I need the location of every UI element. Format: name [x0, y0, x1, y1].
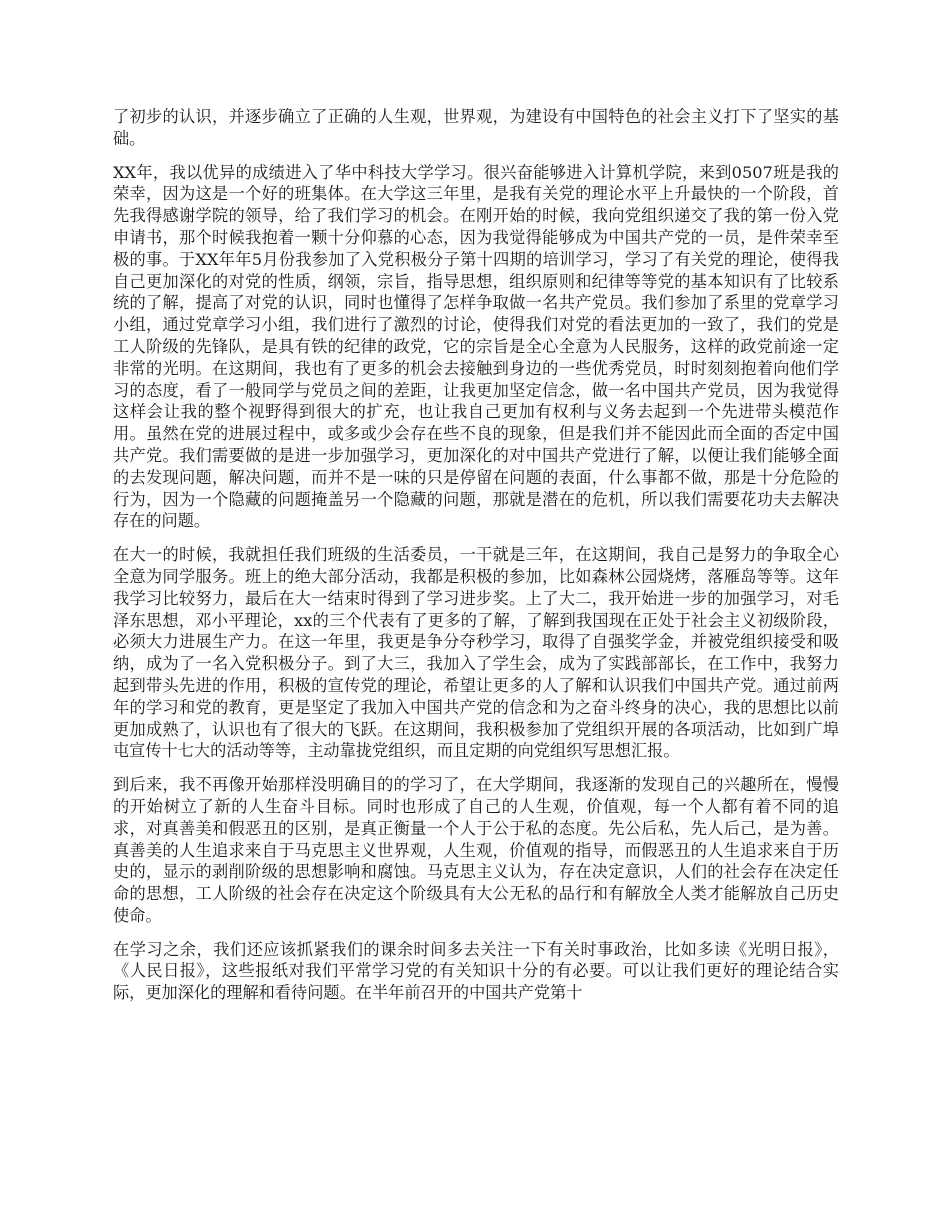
paragraph-1: 了初步的认识，并逐步确立了正确的人生观，世界观，为建设有中国特色的社会主义打下了坚实的基础。	[113, 107, 839, 148]
paragraph-3: 在大一的时候，我就担任我们班级的生活委员，一干就是三年，在这期间，我自己是努力的争取全心全意为同学服务。班上的绝大部分活动，我都是积极的参加，比如森林公园烧烤，落雁岛等等。这年我学习比较努力，最后在大一结束时得到了学习进步奖。上了大二，我开始进一步的加强学习，对毛泽东思想，邓小平理论，xx的三个代表有了更多的了解，了解到我国现在正处于社会主义初级阶段，必须大力进展生产力。在这一年里，我更是争分夺秒学习，取得了自强奖学金，并被党组织接受和吸纳，成为了一名入党积极分子。到了大三，我加入了学生会，成为了实践部部长，在工作中，我努力起到带头先进的作用，积极的宣传党的理论，希望让更多的人了解和认识我们中国共产党。通过前两年的学习和党的教育，更是坚定了我加入中国共产党的信念和为之奋斗终身的决心，我的思想比以前更加成熟了，认识也有了很大的飞跃。在这期间，我积极参加了党组织开展的各项活动，比如到广埠屯宣传十七大的活动等等，主动靠拢党组织，而且定期的向党组织写思想汇报。	[113, 545, 839, 761]
document-page	[113, 106, 839, 1016]
paragraph-5: 在学习之余，我们还应该抓紧我们的课余时间多去关注一下有关时事政治，比如多读《光明日报》，《人民日报》，这些报纸对我们平常学习党的有关知识十分的有必要。可以让我们更好的理论结合实际，更加深化的理解和看待问题。在半年前召开的中国共产党第十	[113, 939, 839, 1003]
paragraph-2: XX年，我以优异的成绩进入了华中科技大学学习。很兴奋能够进入计算机学院，来到0507班是我的荣幸，因为这是一个好的班集体。在大学这三年里，是我有关党的理论水平上升最快的一个阶段，首先我得感谢学院的领导，给了我们学习的机会。在刚开始的时候，我向党组织递交了我的第一份入党申请书，那个时候我抱着一颗十分仰慕的心态，因为我觉得能够成为中国共产党的一员，是件荣幸至极的事。于XX年年5月份我参加了入党积极分子第十四期的培训学习，学习了有关党的理论，使得我自己更加深化的对党的性质，纲领，宗旨，指导思想，组织原则和纪律等等党的基本知识有了比较系统的了解，提高了对党的认识，同时也懂得了怎样争取做一名共产党员。我们参加了系里的党章学习小组，通过党章学习小组，我们进行了激烈的讨论，使得我们对党的看法更加的一致了，我们的党是工人阶级的先锋队，是具有铁的纪律的政党，它的宗旨是全心全意为人民服务，这样的政党前途一定非常的光明。在这期间，我也有了更多的机会去接触到身边的一些优秀党员，时时刻刻抱着向他们学习的态度，看了一般同学与党员之间的差距，让我更加坚定信念，做一名中国共产党员，因为我觉得这样会让我的整个视野得到很大的扩充，也让我自己更加有权利与义务去起到一个先进带头模范作用。虽然在党的进展过程中，或多或少会存在些不良的现象，但是我们并不能因此而全面的否定中国共产党。我们需要做的是进一步加强学习，更加深化的对中国共产党进行了解，以便让我们能够全面的去发现问题，解决问题，而并不是一味的只是停留在问题的表面，什么事都不做，那是十分危险的行为，因为一个隐藏的问题掩盖另一个隐藏的问题，那就是潜在的危机，所以我们需要花功夫去解决存在的问题。	[113, 162, 839, 531]
paragraph-4: 到后来，我不再像开始那样没明确目的的学习了，在大学期间，我逐渐的发现自己的兴趣所在，慢慢的开始树立了新的人生奋斗目标。同时也形成了自己的人生观，价值观，每一个人都有着不同的追求，对真善美和假恶丑的区别，是真正衡量一个人于公于私的态度。先公后私，先人后己，是为善。真善美的人生追求来自于马克思主义世界观，人生观，价值观的指导，而假恶丑的人生追求来自于历史的，显示的剥削阶级的思想影响和腐蚀。马克思主义认为，存在决定意识，人们的社会存在决定任命的思想，工人阶级的社会存在决定这个阶级具有大公无私的品行和有解放全人类才能解放自己历史使命。	[113, 775, 839, 925]
